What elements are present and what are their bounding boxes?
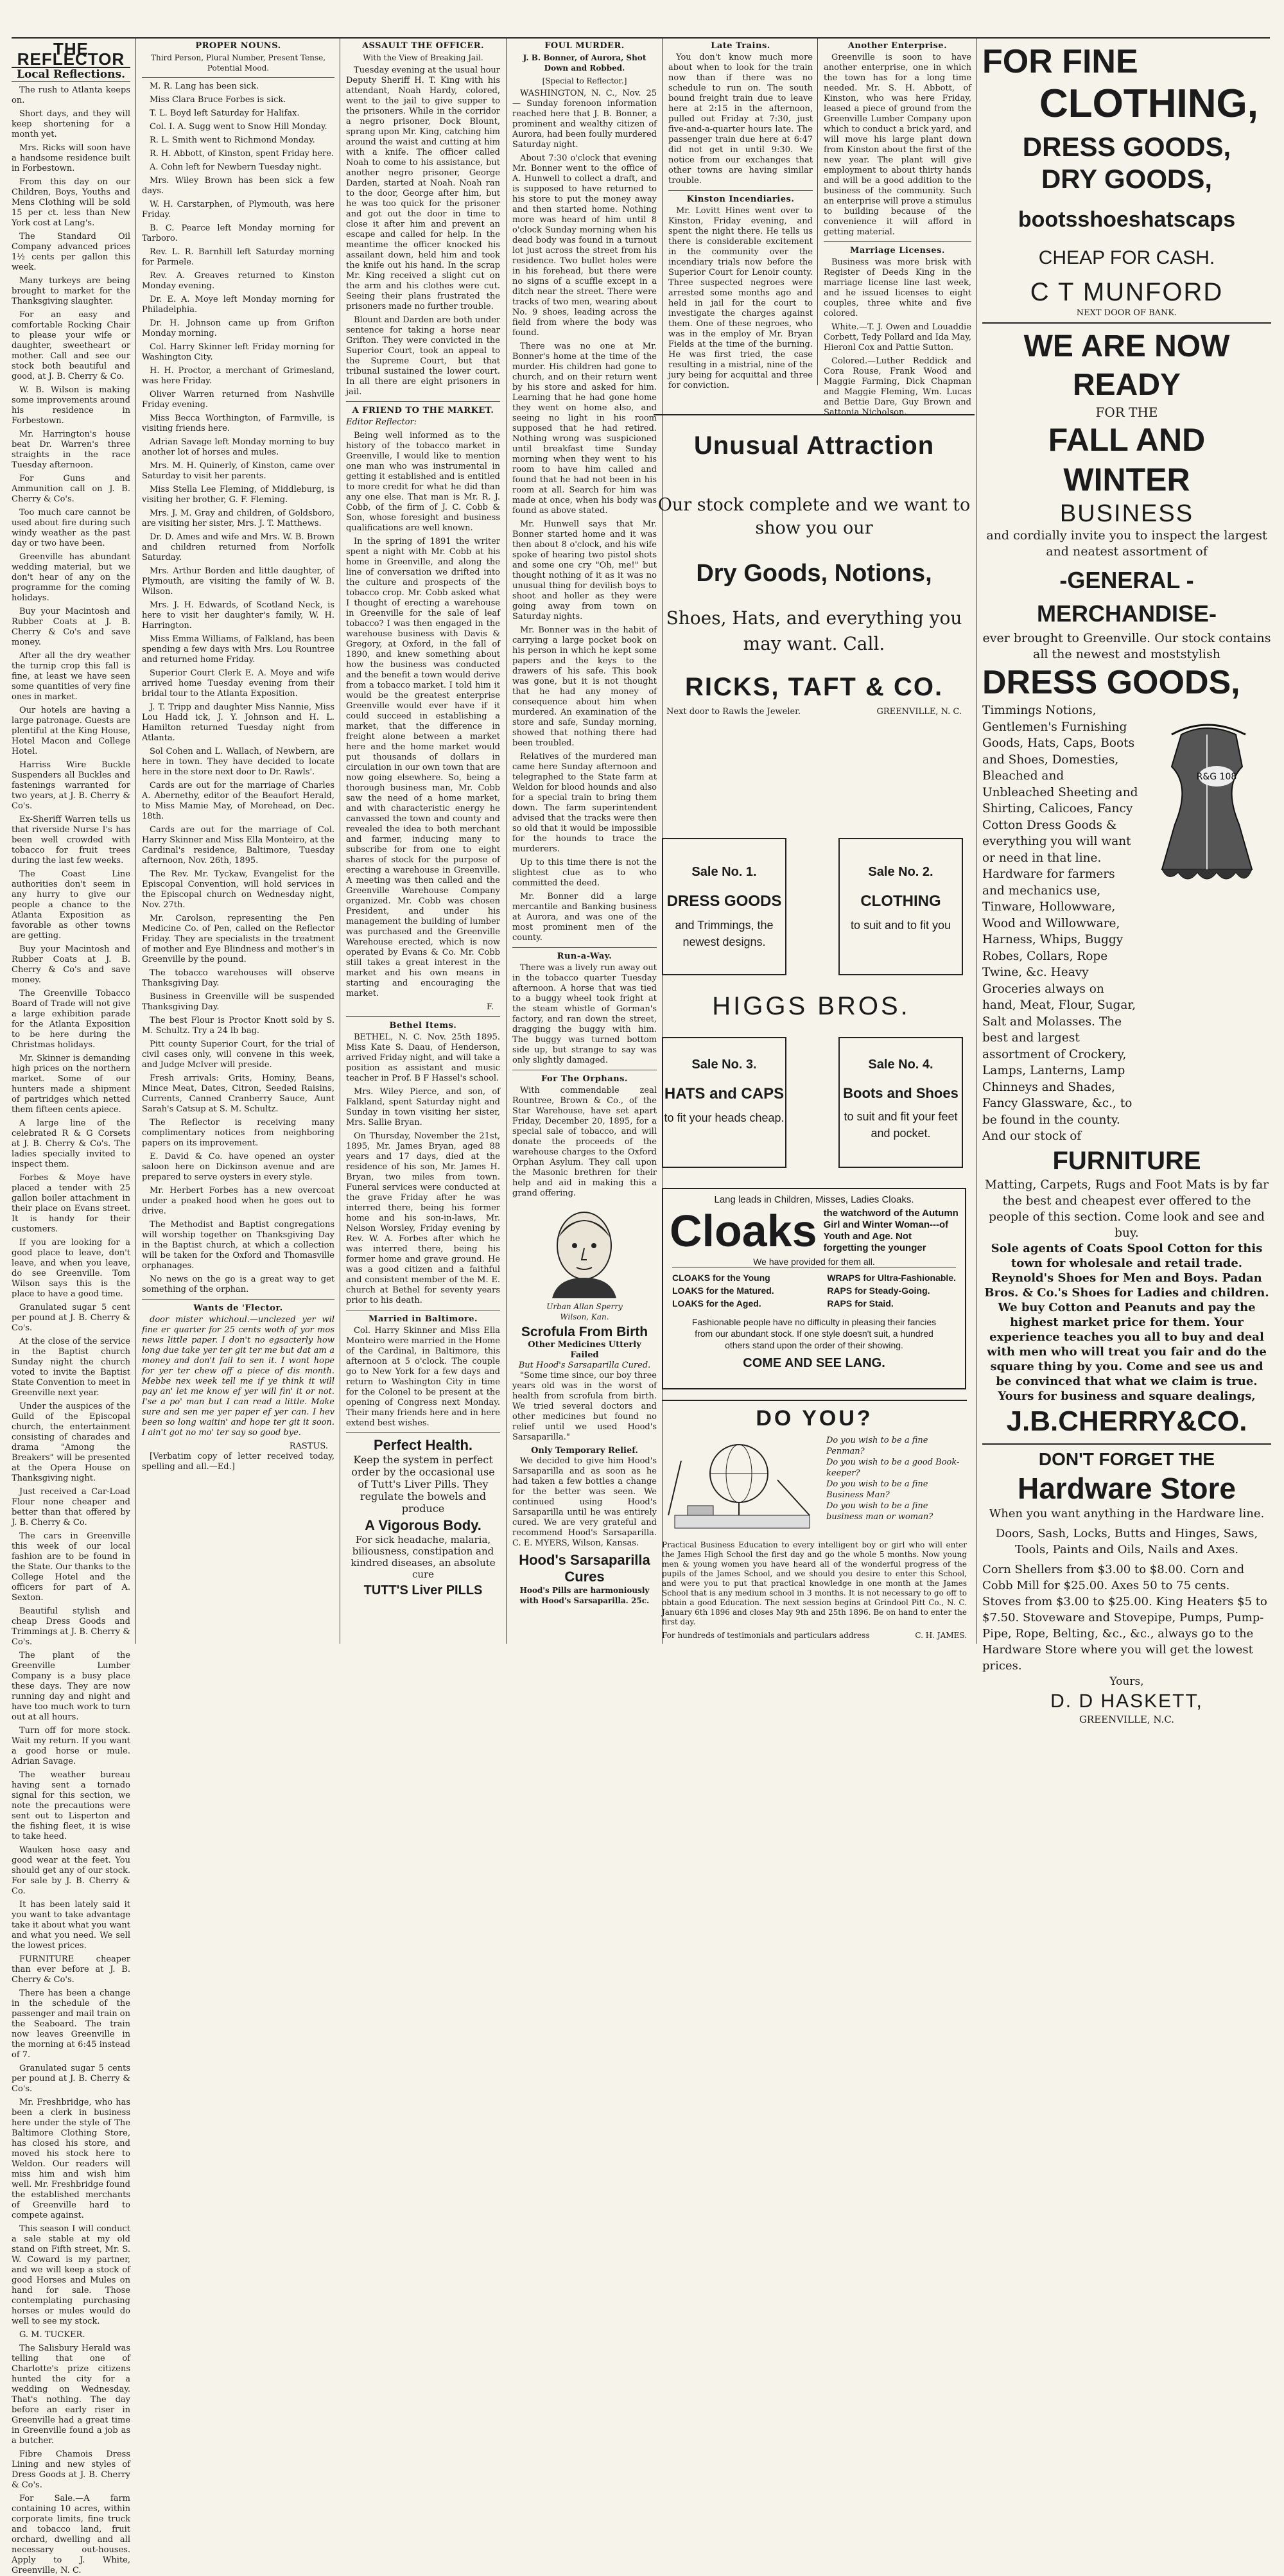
local-item: Wauken hose easy and good wear at the feet. You should get any of our stock. For sale by J. B. Cherry & Co. [12, 1845, 130, 1896]
local-item: There has been a change in the schedule of the passenger and mail train on the Seaboard. The train now leaves Greenville in the morning at 6:45 instead of 7. [12, 1989, 130, 2060]
local-item: For an easy and comfortable Rocking Chair to please your wife or daughter, sweetheart or mother. Call and see our stock both beautiful and good, at J. B. Cherry & Co. [12, 310, 130, 381]
personal-item: The Rev. Mr. Tyckaw, Evangelist for the Episcopal Convention, will hold services in the Episcopal church on Wednesday night, Nov. 27th. [142, 869, 334, 910]
divider [668, 190, 813, 191]
murder-special: [Special to Reflector.] [542, 76, 627, 85]
munford-firm: C T MUNFORD [1030, 278, 1224, 306]
school-sig: C. H. JAMES. [915, 1631, 967, 1640]
personal-item: Mr. Carolson, representing the Pen Medicine Co. of Pen, called on the Reflector Friday. They are specialists in the treatment of mother and Eye Blindness and mother's in Greenville by the pound. [142, 914, 334, 964]
personal-item: Dr. E. A. Moye left Monday morning for Philadelphia. [142, 295, 334, 315]
personal-item: Rev. L. R. Barnhill left Saturday morning for Parmele. [142, 247, 334, 267]
sale-title: DRESS GOODS [666, 892, 782, 910]
hoods-subheading: Other Medicines Utterly Failed [528, 1340, 641, 1360]
newspaper-page [12, 39, 1276, 2575]
local-item: Under the auspices of the Guild of the Episcopal church, the entertainment consisting of charades and drama "Among the Breakers" will be presented at the Opera House on Thanksgiving night. [12, 1402, 130, 1483]
local-item: Forbes & Moye have placed a tender with 25 gallon boiler attachment in their place on Evans street. It is handy for their customers. [12, 1173, 130, 1234]
sale-text: to suit and fit your feet and pocket. [844, 1110, 958, 1140]
haskett-town: GREENVILLE, N.C. [1079, 1713, 1175, 1725]
personal-item: M. R. Lang has been sick. [150, 82, 259, 91]
local-item: The weather bureau having sent a tornado signal for this section, we note the precautions were sent out to Lisperton and the fishing fleet, it is wise to take heed. [12, 1770, 130, 1841]
haskett-l5: Corn Shellers from $3.00 to $8.00. Corn and Cobb Mill for $25.00. Axes 50 to 75 cents. Stoves from $3.00 to $25.00. King Heaters $5 to $7.50. Stoveware and Stovepipe, Pumps, Pump-Pipe, Rope, Belting, &c., &c., always go to the Hardware Store where you will get the lowest prices. [982, 1562, 1267, 1673]
local-item: FURNITURE cheaper than ever before at J. B. Cherry & Co's. [12, 1954, 130, 1985]
school-title: DO YOU? [756, 1406, 873, 1431]
cherry-l1: WE ARE NOW READY [1023, 329, 1230, 402]
personal-item: B. C. Pearce left Monday morning for Tarboro. [142, 223, 334, 243]
cherry-l2: FOR THE [1095, 405, 1158, 420]
proper-nouns-heading: PROPER NOUNS. [195, 41, 281, 51]
personal-item: Mrs. M. H. Quinerly, of Kinston, came over Saturday to visit her parents. [142, 461, 334, 481]
enterprise-article: Greenville is soon to have another enterprise, one in which the town has for a long time needed. Mr. S. H. Abbott, of Kinston, who was here Friday, leased a piece of ground from the Greenville Lumber Company upon which to conduct a brick yard, and will move his large plant down from Kinston about the first of the new year. The plant will give employment to about thirty hands and will be a good addition to the business of the community. Such an enterprise will prove a stimulus to building because of the convenience it will afford in getting material. [824, 53, 971, 237]
ricks-firm: RICKS, TAFT & CO. [684, 673, 944, 701]
local-item: Just received a Car-Load Flour none cheaper and better than that offered by J. B. Cherry & Co. [12, 1487, 130, 1527]
cherry-l9: Timmings Notions, Gentlemen's Furnishing Goods, Hats, Caps, Boots and Shoes, Domesties, Bleached and Unbleached Sheeting and Shirting, Calicoes, Fancy Cotton Dress Goods & everything you will want or need in that line. Hardware for farmers and mechanics use, Tinware, Hollowware, Wood and Willowware, Harness, Whips, Buggy Robes, Collars, Rope Twine, &c. Heavy Groceries always on hand, Meat, Flour, Sugar, Salt and Molasses. The best and largest assortment of Crockery, Lamps, Lanterns, Lamp Chinneys and Shades, Fancy Glassware, &c., to be found in the county. And our stock of [982, 704, 1138, 1143]
cherry-l10: FURNITURE [1052, 1146, 1201, 1175]
article-paragraph: WASHINGTON, N. C., Nov. 25 — Sunday forenoon information reached here that J. B. Bonner, a prominent and wealthy citizen of Aurora, had been foully murdered Saturday night. [512, 89, 657, 150]
lang-cloaks-ad [662, 1188, 966, 1389]
local-item: At the close of the service in the Baptist church Sunday night the church voted to invite the Baptist State Convention to meet in Greenville next year. [12, 1337, 130, 1398]
column-rule [135, 39, 136, 1644]
wants-signature: RASTUS. [289, 1441, 328, 1451]
corset-illustration [1146, 709, 1268, 901]
personal-item: Superior Court Clerk E. A. Moye and wife arrived home Tuesday evening from their bridal tour to the Atlanta Exposition. [142, 668, 334, 699]
local-item: The Greenville Tobacco Board of Trade will not give a large exhibition parade for the Atlanta Exposition to be here during the Christmas holidays. [12, 989, 130, 1050]
local-item: This season I will conduct a sale stable at my old stand on Fifth street, Mr. S. W. Coward is my partner, and we will keep a stock of good Horses and Mules on hand for sale. Those contemplating purchasing horses or mules would do well to see my stock. [12, 2224, 130, 2326]
proper-nouns-subheading: Third Person, Plural Number, Present Tense, Potential Mood. [150, 53, 326, 73]
masthead-title: THE REFLECTOR [17, 39, 125, 69]
munford-l3b: DRY GOODS, [1041, 164, 1213, 194]
personal-item: Miss Clara Bruce Forbes is sick. [150, 95, 286, 105]
higgs-sale-3 [662, 1037, 786, 1168]
lang-right2: RAPS for Steady-Going. [827, 1285, 930, 1296]
lang-cta: COME AND SEE LANG. [743, 1356, 885, 1370]
local-items-list [12, 85, 130, 2576]
column-foul-murder [512, 39, 657, 1644]
cherry-l8: DRESS GOODS, [982, 664, 1240, 701]
portrait-caption: Urban Allan Sperry [546, 1302, 623, 1311]
local-item: G. M. TUCKER. [19, 2330, 85, 2340]
higgs-sale-1 [662, 838, 786, 975]
local-item: For Guns and Ammunition call on J. B. Cherry & Co's. [12, 474, 130, 504]
cherry-firm: J.B.CHERRY&CO. [1006, 1405, 1247, 1437]
tutt-title: Perfect Health. [373, 1437, 473, 1453]
personal-item: E. David & Co. have opened an oyster saloon here on Dickinson avenue and are prepared to serve oysters in every style. [142, 1152, 334, 1182]
article-paragraph: On Thursday, November the 21st, 1895, Mr. James Bryan, aged 88 years and 17 days, died at the residence of his son, Mr. James H. Bryan, two miles from town. Funeral services were conducted at the grave Friday after he was interred there, being his former home and his son-in-laws, Mr. Nelson Worsley, Friday evening by Rev. W. A. Forbes after which he was interred there, being his former home and grave ground. He was a good citizen and a faithful and consistent member of the M. E. church at Bethel for seventy years prior to his death. [346, 1131, 500, 1305]
local-item: Ex-Sheriff Warren tells us that riverside Nurse I's has been well crowded with tobacco for fruit trees during the last few weeks. [12, 815, 130, 866]
portrait-engraving [512, 1202, 657, 1298]
divider [346, 401, 500, 402]
local-item: Beautiful stylish and cheap Dress Goods and Trimmings at J. B. Cherry & Co's. [12, 1606, 130, 1647]
article-paragraph: In the spring of 1891 the writer spent a night with Mr. Cobb at his home in Greenville, and along the line of conversation we drifted into the culture and prospects of the tobacco crop. Mr. Cobb asked what I thought of erecting a warehouse in Greenville for the sale of leaf tobacco? I was then engaged in the warehouse business with Davis & Gregory, at Oxford, in the fall of 1890, and knew something about how the business was conducted and the benefit a town would derive from a tobacco market. I told him it would be the greatest enterprise Greenville would ever have if it could succeed in establishing a market, that the difference in freight alone between a market here and the home market would put thousands of dollars in circulation in our own town that are now going elsewhere. So, being a thorough business man, Mr. Cobb saw the need of a home market, and with characteristic energy he canvassed the town and county and revealed the idea to both merchant and farmer, inducing many to subscribe for from one to eight shares of stock for the purpose of erecting a warehouse in Greenville. A meeting was then called and the Greenville Warehouse Company organized. Mr. Cobb was chosen President, and under his management the building of lumber was purchased and the Greenville Warehouse erected, which is now operated by Evans & Co. Mr. Cobb still takes a great interest in the market and his own means in starting and encouraging the market. [346, 537, 500, 998]
local-item: For Sale.—A farm containing 10 acres, within corporate limits, fine truck and tobacco land, fruit orchard, dwelling and all necessary out-houses. Apply to J. White, Greenville, N. C. [12, 2494, 130, 2575]
murder-heading: FOUL MURDER. [544, 41, 625, 51]
divider [982, 322, 1271, 324]
sale-text: to fit your heads cheap. [664, 1111, 785, 1124]
portrait-place: Wilson, Kan. [560, 1312, 609, 1321]
hoods-text-2: We decided to give him Hood's Sarsaparilla and as soon as he had taken a few bottles a change for the better was seen. We continued using Hood's Sarsaparilla until he was entirely cured. We are very grateful and recommend Hood's Sarsaparilla. C. E. MYERS, Wilson, Kansas. [512, 1456, 657, 1548]
personal-item: J. T. Tripp and daughter Miss Nannie, Miss Lou Hadd ick, J. Y. Johnson and H. L. Hamilton returned Tuesday night from Atlanta. [142, 702, 334, 743]
personal-item: Sol Cohen and L. Wallach, of Newbern, are here in town. They have decided to locate here in the store next door to Dr. Rawls'. [142, 747, 334, 777]
article-paragraph: Being well informed as to the history of the tobacco market in Greenville, I would like to mention one man who was instrumental in getting it established and is entitled to more credit for what he did than any one else. That man is Mr. R. J. Cobb, of the firm of J. C. Cobb & Son, whose foresight and business qualifications are well known. [346, 431, 500, 533]
personal-item: Cards are out for the marriage of Charles A. Abernethy, editor of the Beaufort Herald, to Miss Mamie May, of Morehead, on Dec. 18th. [142, 781, 334, 821]
haskett-yours: Yours, [1109, 1675, 1144, 1688]
munford-l2: CLOTHING, [1039, 82, 1258, 126]
personal-item: Cards are out for the marriage of Col. Harry Skinner and Miss Ella Monteiro, at the Cardinal's residence, Baltimore, Tuesday afternoon, Nov. 26th, 1895. [142, 825, 334, 866]
personal-item: Mrs. J. H. Edwards, of Scotland Neck, is here to visit her daughter's family, W. H. Harrington. [142, 600, 334, 631]
personal-item: The Reflector is receiving many complimentary notices from neighboring papers on its improvement. [142, 1118, 334, 1148]
personal-item: Fresh arrivals: Grits, Hominy, Beans, Mince Meat, Dates, Citron, Seeded Raisins, Currents, Canned Cranberry Sauce, Aunt Sarah's Catsup at S. M. Schultz. [142, 1074, 334, 1114]
tutt-brand: TUTT'S Liver PILLS [363, 1583, 483, 1597]
column-assault [346, 39, 500, 1644]
cherry-l11: Matting, Carpets, Rugs and Foot Mats is by far the best and cheapest ever offered to the people of this section. Come look and see and buy. [985, 1178, 1269, 1240]
divider [142, 1299, 334, 1300]
murder-subheading: J. B. Bonner, of Aurora, Shot Down and Robbed. [523, 53, 646, 73]
divider [982, 1443, 1271, 1445]
sale-label: Sale No. 1. [691, 865, 757, 879]
james-school-ad [662, 1400, 967, 1645]
runaway-heading: Run-a-Way. [557, 952, 612, 961]
hoods-subheading-2: But Hood's Sarsaparilla Cured. [518, 1361, 651, 1370]
divider [346, 1432, 500, 1433]
personal-item: The tobacco warehouses will observe Thanksgiving Day. [142, 968, 334, 988]
higgs-firm: HIGGS BROS. [712, 992, 910, 1020]
article-paragraph: Mrs. Wiley Pierce, and son, of Falkland, spent Saturday night and Sunday in town visiting her sister, Mrs. Sallie Bryan. [346, 1087, 500, 1127]
local-item: Turn off for more stock. Wait my return. If you want a good horse or mule. Adrian Savage. [12, 1726, 130, 1766]
article-paragraph: Mr. Bonner did a large mercantile and Banking business at Aurora, and was one of the most prominent men of the county. [512, 892, 657, 943]
orphans-heading: For The Orphans. [541, 1074, 628, 1084]
haskett-l1: DON'T FORGET THE [1038, 1449, 1215, 1469]
local-item: The cars in Greenville this week of our local fashion are to be found in the State. Our thanks to the College Hotel and the officers for part of A. Sexton. [12, 1531, 130, 1603]
personal-item: W. H. Carstarphen, of Plymouth, was here Friday. [142, 200, 334, 220]
personal-item: No news on the go is a great way to get something of the orphan. [142, 1275, 334, 1294]
local-item: Mr. Harrington's house beat Dr. Warren's three straights in the race Tuesday afternoon. [12, 430, 130, 470]
licenses-article: Business was more brisk with Register of Deeds King in the marriage license line last week, and he issued licenses to eight couples, three white and five colored. [824, 257, 971, 318]
personal-item: Miss Becca Worthington, of Farmville, is visiting friends here. [142, 413, 334, 433]
runaway-article: There was a lively run away out in the tobacco quarter Tuesday afternoon. A horse that was tied to a buggy wheel took fright at the steam whistle of Gorman's factory, and ran down the street, dragging the buggy with him. The buggy was turned bottom side up, but strange to say was only slightly damaged. [512, 963, 657, 1065]
sale-title: CLOTHING [860, 892, 941, 910]
ricks-title: Unusual Attraction [693, 431, 935, 460]
personal-item: Mr. Herbert Forbes has a new overcoat under a peaked hood when he goes out to drive. [142, 1186, 334, 1216]
orphans-article: With commendable zeal Rountree, Brown & Co., of the Star Warehouse, have set apart Friday, December 20, 1895, for a special sale of tobacco, and will donate the proceeds of the warehouse charges to the Oxford Orphan Asylum. They call upon the Masonic brethren for their help and aid in making this a grand offering. [512, 1086, 657, 1198]
local-item: The Salisbury Herald was telling that one of Charlotte's prize citizens hunted the city for a wedding on Wednesday. That's nothing. The day before an early riser in Greenville had a great time in Greenville found a job as a butcher. [12, 2344, 130, 2446]
school-q2: Do you wish to be a good Book-keeper? [826, 1458, 960, 1478]
local-item: W. B. Wilson is making some improvements around his residence in Forbestown. [12, 385, 130, 426]
lang-right1: WRAPS for Ultra-Fashionable. [827, 1273, 956, 1283]
friend-article [346, 431, 500, 999]
local-item: Granulated sugar 5 cent per pound at J. B. Cherry & Co's. [12, 1303, 130, 1333]
munford-l5: CHEAP FOR CASH. [1038, 247, 1215, 268]
lang-left3: LOAKS for the Aged. [672, 1298, 761, 1309]
personal-item: Miss Emma Williams, of Falkland, has been spending a few days with Mrs. Lou Rountree and returned home Friday. [142, 634, 334, 665]
personal-items-list [142, 82, 334, 1295]
editor-salutation: Editor Reflector: [346, 417, 417, 427]
ricks-town: GREENVILLE, N. C. [876, 707, 962, 717]
haskett-firm: D. D HASKETT, [1050, 1690, 1203, 1712]
article-paragraph: Up to this time there is not the slightest clue as to who committed the deed. [512, 858, 657, 888]
column-local-reflections [12, 39, 130, 2575]
lang-left2: LOAKS for the Matured. [672, 1285, 774, 1296]
enterprise-heading: Another Enterprise. [847, 41, 948, 51]
kinston-heading: Kinston Incendiaries. [686, 195, 795, 204]
divider [346, 1016, 500, 1017]
personal-item: The best Flour is Proctor Knott sold by S. M. Schultz. Try a 24 lb bag. [142, 1016, 334, 1036]
local-item: Many turkeys are being brought to market for the Thanksgiving slaughter. [12, 276, 130, 306]
local-item: Harriss Wire Buckle Suspenders all Buckles and fastenings warranted for two years, at J. B. Cherry & Co's. [12, 760, 130, 811]
local-item: Greenville has abundant wedding material, but we don't hear of any on the programme for the coming holidays. [12, 552, 130, 603]
school-foot: For hundreds of testimonials and particulars address [662, 1631, 870, 1640]
personal-item: Mrs. Arthur Borden and little daughter, of Plymouth, are visiting the family of W. B. Wilson. [142, 566, 334, 596]
hoods-subheading-3: Only Temporary Relief. [531, 1446, 638, 1456]
personal-item: The Methodist and Baptist congregations will worship together on Thanksgiving Day in the Baptist church, at which a collection will be taken for the Oxford and Thomasville orphanages. [142, 1220, 334, 1271]
sale-label: Sale No. 4. [868, 1057, 933, 1072]
column-enterprise [824, 39, 971, 417]
local-item: Granulated sugar 5 cents per pound at J. B. Cherry & Co's. [12, 2064, 130, 2094]
personal-item: Adrian Savage left Monday morning to buy another lot of horses and mules. [142, 437, 334, 457]
article-paragraph: Mr. Bonner was in the habit of carrying a large pocket book on his person in which he kept some papers and the keys to the drawers of his safe. This book was gone, but it is not thought that he had any money of consequence about him when murdered. An examination of the store and safe, Sunday morning, showed that nothing there had been troubled. [512, 625, 657, 748]
column-late-trains [668, 39, 813, 390]
haskett-l3: When you want anything in the Hardware line. [989, 1506, 1265, 1520]
munford-l3a: DRESS GOODS, [1022, 132, 1231, 162]
wants-letter: door mister whichoul.—unclezed yer wil fine er quarter for 25 cents woth of yor mos news little paper. I don't no egsacterly how long due take yer ter git ter me but dat am a money and don't fail to sen it. I wont hope for yer ter chew off a piece of dis month. Mebbe nex week tell me if ye think it will pay an' let me know ef yer will fin' it or not. I'se a po' man but I can read a little. Make sure and sen me yer paper ef yer can. I hev been so long waitin' and hope ter git it soon. I ain't got no mo' ter say so good bye. [142, 1315, 334, 1438]
divider [512, 947, 657, 948]
personal-item: T. L. Boyd left Saturday for Halifax. [150, 109, 300, 118]
friend-signature: F. [486, 1002, 494, 1012]
article-paragraph: Tuesday evening at the usual hour Deputy Sheriff H. T. King with his attendant, Noah Hardy, colored, went to the jail to give supper to the prisoners. While in the corridor a negro prisoner, Dock Blount, sprang upon Mr. King, catching him around the waist and cutting at him with a knife. The officer called Noah to come to his assistance, but another negro prisoner, George Darden, started at Noah. Noah ran to the door, George after him, but he was too quick for the prisoner and got out the door in time to close it after him and prevent an escape and called for help. In the meantime the officer knocked his assailant down, held him and took the knife out his hand. In the scrap Mr. King received a slight cut on the arm and his clothes were cut. Seeing their plans frustrated the prisoners made no further trouble. [346, 65, 500, 311]
local-item: Mr. Skinner is demanding high prices on the northern market. Some of our hunters made a shipment of partridges which netted them fifteen cents apiece. [12, 1054, 130, 1115]
school-q4: Do you wish to be a fine business man or woman? [826, 1501, 933, 1522]
haskett-l4: Doors, Sash, Locks, Butts and Hinges, Saws, Tools, Paints and Oils, Nails and Axes. [995, 1526, 1258, 1556]
tutt-text: Keep the system in perfect order by the occasional use of Tutt's Liver Pills. They regulate the bowels and produce [351, 1454, 495, 1515]
personal-item: Dr. H. Johnson came up from Grifton Monday morning. [142, 318, 334, 338]
lang-left1: CLOAKS for the Young [672, 1273, 770, 1283]
local-item: The rush to Atlanta keeps on. [12, 85, 130, 105]
munford-addr: NEXT DOOR OF BANK. [1076, 308, 1177, 318]
personal-item: Col. I. A. Sugg went to Snow Hill Monday. [150, 122, 327, 132]
local-item: Too much care cannot be used about fire during such windy weather as the past day or two have been. [12, 508, 130, 548]
licenses-colored: Colored.—Luther Reddick and Cora Rouse, Frank Wood and Maggie Farming, Dick Chapman and Maggie Fleming, Wm. Lucas and Bettie Dare, Guy Brown and Sattonia Nicholson. [824, 356, 971, 417]
school-q3: Do you wish to be a fine Business Man? [826, 1479, 928, 1500]
article-paragraph: Relatives of the murdered man came here Sunday afternoon and telegraphed to the State farm at Weldon for blood hounds and also for a special train to bring them down. The farm superintendent advised that the tracks were then so old that it would be impossible for the hounds to trace the murderers. [512, 752, 657, 854]
hoods-ad [512, 1202, 657, 1606]
personal-item: Pitt county Superior Court, for the trial of civil cases only, will convene in this week, and Judge McIver will preside. [142, 1040, 334, 1070]
local-item: A large line of the celebrated R & G Corsets at J. B. Cherry & Co's. The ladies specially invited to inspect them. [12, 1118, 130, 1169]
personal-item: Rev. A. Greaves returned to Kinston Monday evening. [142, 271, 334, 291]
article-paragraph: BETHEL, N. C. Nov. 25th 1895. Miss Kate S. Daau, of Henderson, arrived Friday night, and will take a position as assistant and music teacher in Prof. B F Hassel's school. [346, 1032, 500, 1083]
munford-l4: bootsshoeshatscaps [1018, 207, 1236, 232]
personal-item: Mrs. Wiley Brown has been sick a few days. [142, 176, 334, 196]
divider [142, 77, 334, 78]
bethel-heading: Bethel Items. [389, 1021, 457, 1031]
cherry-ad [982, 327, 1271, 1440]
sale-title: Boots and Shoes [843, 1085, 959, 1101]
article-paragraph: Mr. Hunwell says that Mr. Bonner started home and it was then about 8 o'clock, and his wife spoke of hearing two pistol shots and some one cry "Oh, me!" but thought nothing of it as it was no unusual thing for devilish boys to shoot and holler as they were going away from town on Saturday nights. [512, 519, 657, 622]
personal-item: R. H. Abbott, of Kinston, spent Friday here. [150, 149, 334, 159]
local-item: Mr. Freshbridge, who has been a clerk in business here under the style of The Baltimore Clothing Store, has closed his store, and moved his stock here to Weldon. Our readers will miss him and wish him well. Mr. Freshbridge found the established merchants of Greenville hard to compete against. [12, 2098, 130, 2220]
hoods-text: "Some time since, our boy three years old was in the worst of health from scrofula from birth. We tried several doctors and other medicines but found no relief until we used Hood's Sarsaparilla." [512, 1371, 657, 1442]
local-item: Our hotels are having a large patronage. Guests are plentiful at the King House, Hotel Macon and College Hotel. [12, 706, 130, 756]
local-item: The plant of the Greenville Lumber Company is a busy place these days. They are now running day and night and have too much work to turn out at all hours. [12, 1651, 130, 1722]
sale-title: HATS and CAPS [664, 1085, 785, 1102]
personal-item: Oliver Warren returned from Nashville Friday evening. [142, 390, 334, 410]
local-item: Short days, and they will keep shortening for a month yet. [12, 109, 130, 139]
higgs-sale-4 [838, 1037, 963, 1168]
local-item: The Coast Line authorities don't seem in any hurry to give our people a chance to the Atlanta Exposition as favorable as other towns are getting. [12, 869, 130, 941]
assault-heading: ASSAULT THE OFFICER. [361, 41, 485, 51]
personal-item: H. H. Proctor, a merchant of Grimesland, was here Friday. [142, 366, 334, 386]
article-paragraph: About 7:30 o'clock that evening Mr. Bonner went to the office of A. Hunwell to collect a draft, and is supposed to have returned to his store to put the money away and then started home. Nothing more was heard of him until 8 o'clock Sunday morning when his dead body was found in a turnout lot just across the street from his residence. Two bullet holes were in his forehead, but there were no signs of a scuffle except in a ditch near the street. There were tracks of two men, wearing about No. 9 shoes, leading across the field from where the body was found. [512, 153, 657, 338]
local-item: Buy your Macintosh and Rubber Coats at J. B. Cherry & Co's and save money. [12, 944, 130, 985]
bethel-article [346, 1032, 500, 1306]
local-item: After all the dry weather the turnip crop this fall is fine, at least we have seen some quantities of very fine ones in market. [12, 651, 130, 702]
friend-heading: A FRIEND TO THE MARKET. [352, 406, 494, 415]
ricks-address: Next door to Rawls the Jeweler. [666, 707, 801, 717]
globe-desk-illustration [662, 1435, 822, 1538]
late-trains-heading: Late Trains. [711, 41, 770, 51]
assault-article [346, 65, 500, 397]
personal-item: Dr. D. Ames and wife and Mrs. W. B. Brown and children returned from Norfolk Saturday. [142, 532, 334, 562]
lang-text: Fashionable people have no difficulty in pleasing their fancies from our abundant stock. If one style doesn't suit, a hundred others stand upon the order of their showing. [691, 1317, 937, 1350]
column-proper-nouns [142, 39, 334, 1644]
licenses-heading: Marriage Licenses. [850, 246, 945, 256]
column-rule [817, 39, 818, 385]
local-item: The Standard Oil Company advanced prices 1½ cents per gallon this week. [12, 232, 130, 272]
haskett-l2: Hardware Store [1017, 1471, 1236, 1505]
cherry-l12: Sole agents of Coats Spool Cotton for this town for wholesale and retail trade. Reynold's Shoes for Men and Boys. Padan Bros. & Co.'s Shoes for Ladies and children. We buy Cotton and Peanuts and pay the highest market price for them. Your experience teaches you all to buy and deal with men who will treat you fair and do the square thing by you. Come and see us and be convinced that what we claim is true. Yours for business and square dealings, [984, 1241, 1269, 1403]
munford-l1: FOR FINE [982, 43, 1138, 80]
local-item: Mrs. Ricks will soon have a handsome residence built in Forbestown. [12, 143, 130, 173]
tutt-text2: For sick headache, malaria, biliousness, constipation and kindred diseases, an absolute cure [351, 1534, 496, 1580]
wants-note: [Verbatim copy of letter received today, spelling and all.—Ed.] [142, 1452, 334, 1472]
article-paragraph: There was no one at Mr. Bonner's home at the time of the murder. His children had gone to church, and on their return went by his store and asked for him. Learning that he had gone home they went on home also, and seeing no light in his room supposed that he had retired. Nothing wrong was suspicioned until breakfast time Sunday morning when they went to his room to have him called and found that he had not been in his room at all. Search for him was made at once, when his body was found as above stated. [512, 342, 657, 516]
kinston-article: Mr. Lovitt Hines went over to Kinston, Friday evening, and spent the night there. He tells us there is considerable excitement in the community over the incendiary trials now before the Superior Court for Lenoir county. Three suspected negroes were arrested some months ago and held in jail for the court to investigate the charges against them. One of these negroes, who was in the employ of Mr. Bryan Fields at the time of the burning. He was first tried, the case resulting in a mistrial, nine of the jury being for acquittal and three for conviction. [668, 206, 813, 390]
murder-article [512, 89, 657, 943]
late-trains-article: You don't know much more about when to look for the train now than if there was no schedule to run on. The south bound freight train due to leave here at 2:15 in the afternoon, pulled out Friday at 7:30, just five-and-a-quarter hours late. The passenger train due here at 6:47 did not get in until 9:30. We notice from our exchanges that other towns are having similar trouble. [668, 53, 813, 186]
cherry-l6: -GENERAL - MERCHANDISE- [1036, 567, 1217, 627]
lang-tag1: the watchword of the Autumn Girl and Winter Woman---of Youth and Age. Not forgetting the younger [823, 1208, 959, 1253]
munford-ad [982, 42, 1271, 318]
lang-top: Lang leads in Children, Misses, Ladies Cloaks. [714, 1194, 914, 1205]
licenses-white: White.—T. J. Owen and Louaddie Corbett, Tedy Pollard and Ida May, Hieronl Cox and Pattie Sutton. [824, 322, 971, 352]
sale-text: and Trimmings, the newest designs. [675, 919, 774, 948]
cherry-l4: BUSINESS [1059, 500, 1194, 527]
cherry-l5: and cordially invite you to inspect the largest and neatest assortment of [986, 528, 1267, 559]
school-q1: Do you wish to be a fine Penman? [826, 1436, 928, 1456]
cherry-l7: ever brought to Greenville. Our stock contains all the newest and moststylish [982, 631, 1271, 661]
personal-item: Business in Greenville will be suspended Thanksgiving Day. [142, 992, 334, 1012]
corset-label: R&G 108 [1196, 772, 1237, 782]
sale-label: Sale No. 2. [868, 865, 933, 879]
personal-item: Col. Harry Skinner left Friday morning for Washington City. [142, 342, 334, 362]
local-item: If you are looking for a good place to leave, don't leave, and when you leave, do see Greenville. Tom Wilson says this is the place to have a good time. [12, 1238, 130, 1299]
assault-subheading: With the View of Breaking Jail. [363, 53, 483, 62]
column-rule [976, 39, 977, 1644]
wants-heading: Wants de 'Flector. [193, 1303, 283, 1313]
local-item: From this day on our Children, Boys, Youths and Mens Clothing will be sold 15 per ct. less than New York cost at Lang's. [12, 177, 130, 228]
column-right-ads [982, 39, 1271, 1725]
lang-title: Cloaks [670, 1206, 817, 1256]
lang-tag2: We have provided for them all. [672, 1257, 956, 1267]
cherry-l3: FALL AND WINTER [1048, 422, 1206, 498]
divider [824, 241, 971, 242]
section-title: Local Reflections. [12, 67, 130, 82]
tutt-title2: A Vigorous Body. [365, 1517, 482, 1533]
higgs-sale-2 [838, 838, 963, 975]
school-text: Practical Business Education to every intelligent boy or girl who will enter the James High School the first day and go the whole 5 months. Now young men & young women you have heard all of the wonderful progress of the pupils of the James School, and we should you desire to enter this School, and were you to put that practical knowledge in one month at the James School that is any medium school in 3 months. It is not necessary to go off to obtain a good Education. The next session begins at Grindool Pitt Co., N. C. January 6th 1896 and closes May 9th and 25th 1896. Be on hand to enter the first day. [662, 1540, 967, 1626]
married-heading: Married in Baltimore. [368, 1314, 478, 1324]
personal-item: A. Cohn left for Newbern Tuesday night. [150, 162, 322, 172]
local-item: Fibre Chamois Dress Lining and new styles of Dress Goods at J. B. Cherry & Co's. [12, 2450, 130, 2490]
hoods-pills: Hood's Pills are harmoniously with Hood's Sarsaparilla. 25c. [519, 1586, 650, 1605]
column-rule [506, 39, 507, 1644]
local-item: Buy your Macintosh and Rubber Coats at J. B. Cherry & Co's and save money. [12, 607, 130, 647]
hoods-headline: Scrofula From Birth [521, 1325, 648, 1339]
haskett-ad [982, 1449, 1271, 1725]
tutt-ad [346, 1437, 500, 1598]
sale-label: Sale No. 3. [691, 1057, 757, 1072]
ricks-line3: Shoes, Hats, and everything you may want. Call. [666, 607, 962, 654]
local-item: It has been lately said it you want to take advantage take it about what you want and what you need. We sell the lowest prices. [12, 1900, 130, 1951]
personal-item: Miss Stella Lee Fleming, of Middleburg, is visiting her brother, G. F. Fleming. [142, 485, 334, 505]
ricks-line2: Dry Goods, Notions, [696, 560, 932, 587]
ricks-line1: Our stock complete and we want to show you our [657, 495, 971, 538]
sale-text: to suit and to fit you [850, 919, 951, 932]
personal-item: Mrs. J. M. Gray and children, of Goldsboro, are visiting her sister, Mrs. J. T. Matthews. [142, 509, 334, 528]
married-article: Col. Harry Skinner and Miss Ella Monteiro were married in the Home of the Cardinal, in Baltimore, this afternoon at 5 o'clock. The couple go to New York for a few days and return to Washington City in time for the Colonel to be present at the opening of Congress next Monday. Their many friends here and in here extend best wishes. [346, 1326, 500, 1428]
personal-item: R. L. Smith went to Richmond Monday. [150, 135, 315, 145]
hoods-brand: Hood's Sarsaparilla Cures [519, 1552, 650, 1585]
lang-right3: RAPS for Staid. [827, 1298, 894, 1309]
article-paragraph: Blount and Darden are both under sentence for taking a horse near Grifton. They were convicted in the Superior Court, took an appeal to the Supreme Court, but that tribunal sustained the lower court. In all there are eight prisoners in jail. [346, 315, 500, 397]
